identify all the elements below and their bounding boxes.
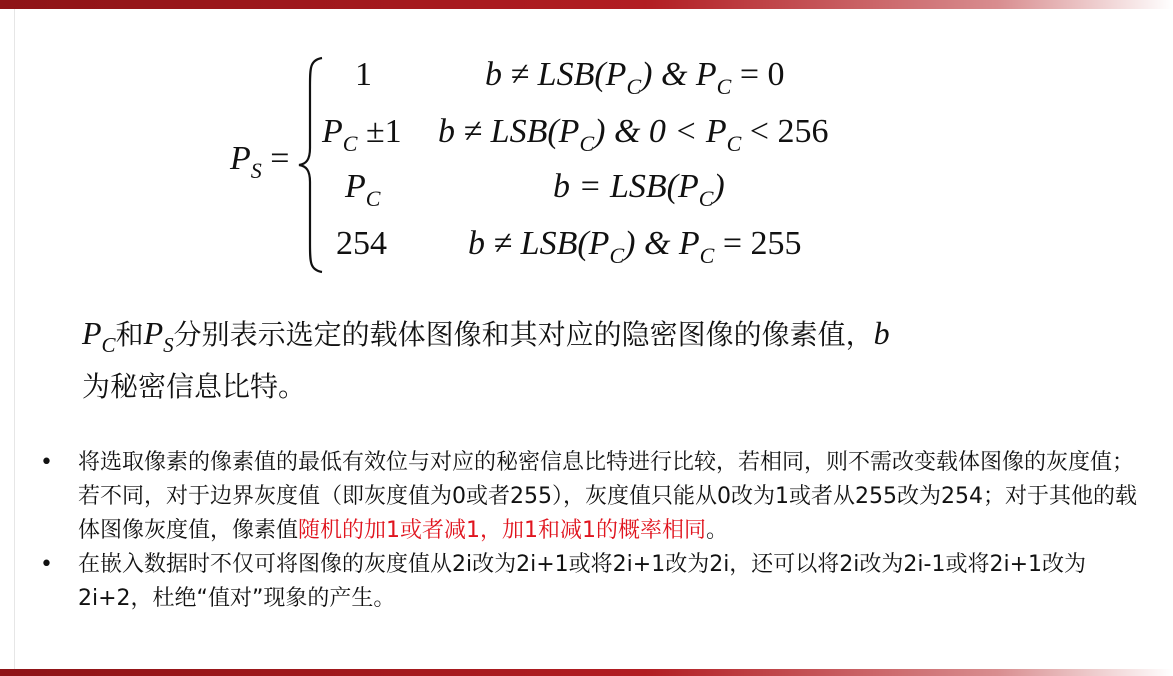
bullet-2-text: 在嵌入数据时不仅可将图像的灰度值从2i改为2i+1或将2i+1改为2i，还可以将2i改为2i-1或将2i+1改为2i+2，杜绝“值对”现象的产生。: [78, 552, 1086, 611]
bottom-accent-bar: [0, 669, 1173, 676]
equals-sign: =: [270, 140, 290, 177]
case3-condition: $b = LSB(P_C)$: [553, 168, 725, 211]
lhs-subscript: S: [250, 158, 262, 183]
case2-value: $P_C \pm 1$: [322, 113, 402, 156]
case2-condition: $b \ne LSB(P_C)$ & $0 < P_C < 256$: [438, 113, 829, 156]
case4-condition: $b \ne LSB(P_C)$ & $P_C = 255$: [468, 225, 802, 268]
bullet-item-2: [40, 548, 1150, 616]
symbol-description: $P_C$和$P_S$分别表示选定的载体图像和其对应的隐密图像的像素值，b 为秘密信息比特。: [82, 315, 890, 403]
left-divider: [14, 9, 15, 669]
top-accent-bar: [0, 0, 1173, 9]
formula-lhs: [230, 140, 289, 184]
bullet-list: [40, 446, 1150, 616]
lhs-symbol: P: [230, 140, 251, 177]
case3-value: $P_C$: [345, 168, 381, 211]
bullet-1-text: 将选取像素的像素值的最低有效位与对应的秘密信息比特进行比较，若相同，则不需改变载体图像的灰度值；若不同，对于边界灰度值（即灰度值为0或者255），灰度值只能从0改为1或者从255改为254；对于其他的载体图像灰度值，像素值: [78, 450, 1137, 543]
bullet-marker: •: [40, 450, 53, 475]
case1-condition: $b \ne LSB(P_C)$ & $P_C = 0$: [485, 56, 785, 99]
bullet-item-1: • 将选取像素的像素值的最低有效位与对应的秘密信息比特进行比较，若相同，则不需改变载体图像的灰度值；若不同，对于边界灰度值（即灰度值为0或者255），灰度值只能从0改为1或者从255改为254；对于其他的载体图像灰度值，像素值随机的加1或者减1，加1和减1的概率相同。: [40, 446, 1150, 548]
bullet-1-highlight: 随机的加1或者减1，加1和减1的概率相同: [298, 518, 707, 543]
bullet-marker: •: [40, 552, 53, 577]
case4-value: 254: [336, 225, 387, 262]
case1-value: 1: [355, 56, 372, 93]
left-brace: [296, 56, 326, 274]
